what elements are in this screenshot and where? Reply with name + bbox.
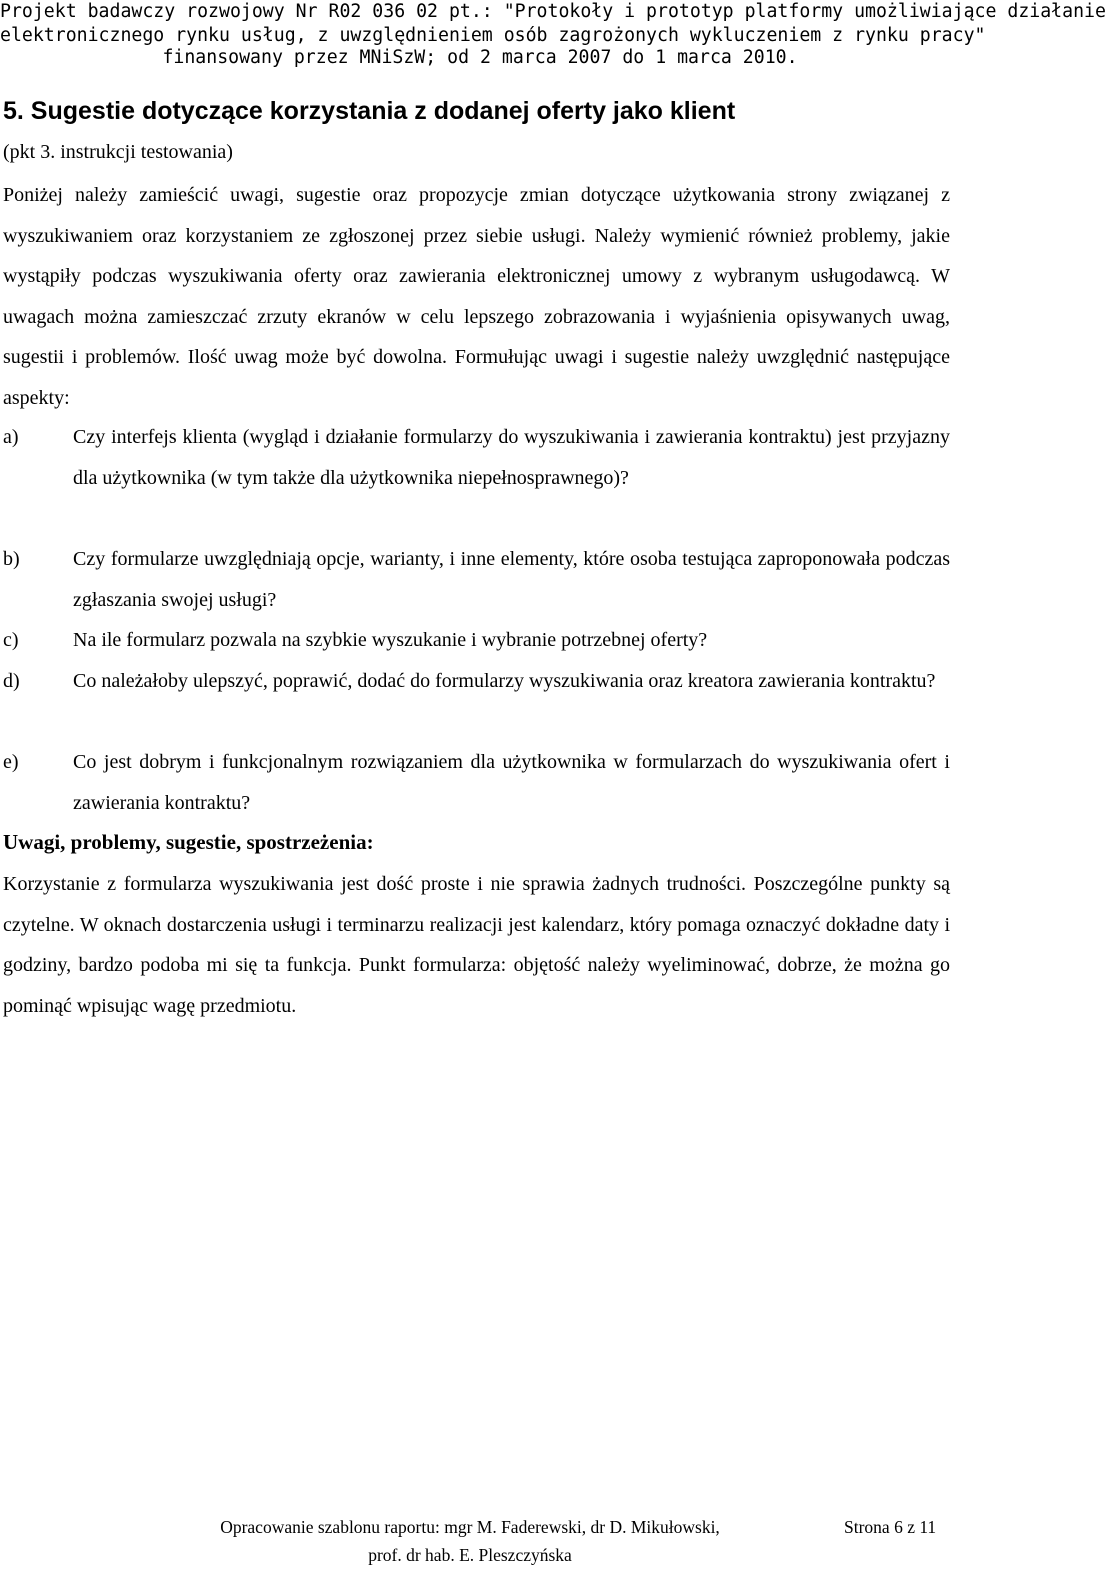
list-item-text: Czy interfejs klienta (wygląd i działanie formularzy do wyszukiwania i zawierania kontraktu) jest przyjazny dla użytkownika (w tym także dla użytkownika niepełnosprawnego)? (73, 426, 950, 489)
section-heading: 5. Sugestie dotyczące korzystania z dodanej oferty jako klient (3, 97, 736, 125)
list-item-label: e) (3, 751, 19, 773)
list-item-text: Co należałoby ulepszyć, poprawić, dodać do formularzy wyszukiwania oraz kreatora zawierania kontraktu? (73, 670, 936, 692)
project-header-line-2: elektronicznego rynku usług, z uwzględnieniem osób zagrożonych wykluczeniem z rynku pracy" (0, 25, 986, 46)
list-item-b (3, 539, 950, 620)
project-header-line-3: finansowany przez MNiSzW; od 2 marca 2007 do 1 marca 2010. (162, 47, 798, 68)
list-item-label: a) (3, 426, 19, 448)
comments-heading: Uwagi, problemy, sugestie, spostrzeżenia: (3, 830, 374, 854)
list-item-label: d) (3, 670, 20, 692)
list-item-a (3, 417, 950, 498)
project-header-line-1: Projekt badawczy rozwojowy Nr R02 036 02 pt.: "Protokoły i prototyp platformy umożliwiające działanie (0, 1, 1106, 22)
list-item-d (3, 661, 950, 702)
list-item-text: Co jest dobrym i funkcjonalnym rozwiązaniem dla użytkownika w formularzach do wyszukiwania ofert i zawierania kontraktu? (73, 751, 950, 814)
list-item-c (3, 620, 950, 661)
list-item-text: Czy formularze uwzględniają opcje, warianty, i inne elementy, które osoba testująca zaproponowała podczas zgłaszania swojej usługi? (73, 548, 950, 611)
list-item-e (3, 742, 950, 823)
section-subheading: (pkt 3. instrukcji testowania) (3, 141, 233, 163)
list-item-text: Na ile formularz pozwala na szybkie wyszukanie i wybranie potrzebnej oferty? (73, 629, 708, 651)
footer-page-number: Strona 6 z 11 (844, 1517, 937, 1537)
footer-authors-line-1: Opracowanie szablonu raportu: mgr M. Faderewski, dr D. Mikułowski, (220, 1517, 720, 1537)
footer-authors-line-2: prof. dr hab. E. Pleszczyńska (368, 1545, 572, 1565)
list-item-label: c) (3, 629, 19, 651)
intro-paragraph: Poniżej należy zamieścić uwagi, sugestie oraz propozycje zmian dotyczące użytkowania strony związanej z wyszukiwaniem oraz korzystaniem ze zgłoszonej przez siebie usługi. Należy wymienić również problemy, jakie wystąpiły podczas wyszukiwania oferty oraz zawierania elektronicznej umowy z wybranym usługodawcą. W uwagach można zamieszczać zrzuty ekranów w celu lepszego zobrazowania i wyjaśnienia opisywanych uwag, sugestii i problemów. Ilość uwag może być dowolna. Formułując uwagi i sugestie należy uwzględnić następujące aspekty: (3, 184, 950, 409)
list-item-label: b) (3, 548, 20, 570)
comments-paragraph: Korzystanie z formularza wyszukiwania jest dość proste i nie sprawia żadnych trudności. Poszczególne punkty są czytelne. W oknach dostarczenia usługi i terminarzu realizacji jest kalendarz, który pomaga oznaczyć dokładne daty i godziny, bardzo podoba mi się ta funkcja. Punkt formularza: objętość należy wyeliminować, dobrze, że można go pominąć wpisując wagę przedmiotu. (3, 873, 950, 1017)
